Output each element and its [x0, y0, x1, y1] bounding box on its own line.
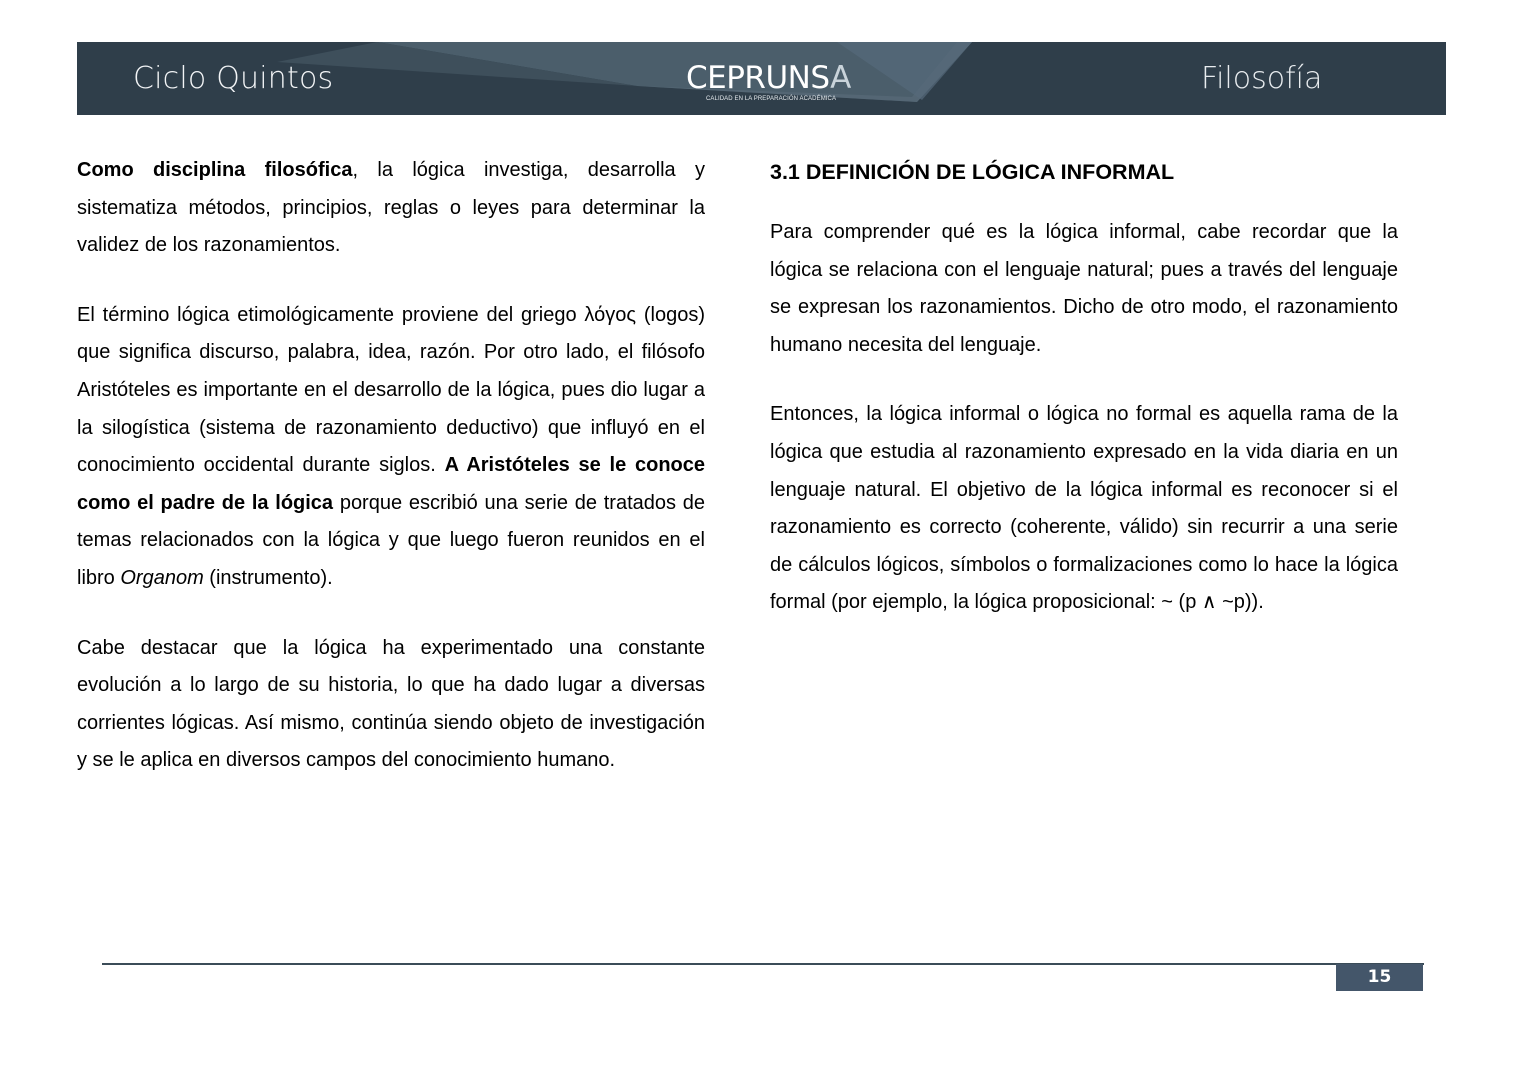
- right-column: [770, 152, 1398, 622]
- footer-divider: [102, 963, 1424, 965]
- paragraph-definicion: Entonces, la lógica informal o lógica no formal es aquella rama de la lógica que estudia al razonamiento expresado en la vida diaria en un lenguaje natural. El objetivo de la lógica informal es reconocer si el razonamiento es correcto (coherente, válido) sin recurrir a una serie de cálculos lógicos, símbolos o formalizaciones como lo hace la lógica formal (por ejemplo, la lógica proposicional: ~ (p ∧ ~p)).: [770, 403, 1398, 614]
- ceprunsa-logo: [686, 60, 856, 106]
- logo-tagline: CALIDAD EN LA PREPARACIÓN ACADÉMICA: [706, 96, 837, 102]
- bold-statement: A Aristóteles se le conoce como el padre de la lógica: [77, 454, 705, 514]
- paragraph-text: , la lógica investiga, desarrolla y sistematiza métodos, principios, reglas o leyes para determinar la validez de los razonamientos.: [77, 159, 706, 257]
- paragraph-comprender: Para comprender qué es la lógica informal, cabe recordar que la lógica se relaciona con el lenguaje natural; pues a través del lenguaje se expresan los razonamientos. Dicho de otro modo, el razonamiento humano necesita del lenguaje.: [770, 221, 1398, 356]
- bold-lead: Como disciplina filosófica: [77, 159, 353, 181]
- paragraph-text: (instrumento).: [203, 566, 333, 589]
- logo-wordmark: [686, 60, 851, 96]
- logo-wordmark-main: CEPRUNS: [686, 60, 831, 96]
- left-column: [77, 152, 705, 780]
- subject-title: Filosofía: [1201, 61, 1323, 96]
- paragraph-text: porque escribió una serie de tratados de temas relacionados con la lógica y que luego fueron reunidos en el libro: [77, 491, 705, 589]
- section-heading: 3.1 DEFINICIÓN DE LÓGICA INFORMAL: [770, 160, 1175, 184]
- paragraph-disciplina: [77, 152, 705, 265]
- page-header: [77, 42, 1446, 115]
- paragraph-etimologia: [77, 297, 705, 598]
- paragraph-evolucion: Cabe destacar que la lógica ha experimentado una constante evolución a lo largo de su historia, lo que ha dado lugar a diversas corrientes lógicas. Así mismo, continúa siendo objeto de investigación y se le aplica en diversos campos del conocimiento humano.: [77, 636, 705, 772]
- book-title: Organom: [120, 566, 204, 589]
- course-cycle-title: Ciclo Quintos: [133, 61, 334, 96]
- paragraph-text: El término lógica etimológicamente proviene del griego λόγος (logos) que significa discurso, palabra, idea, razón. Por otro lado, el filósofo Aristóteles es importante en el desarrollo de la lógica, pues dio lugar a la silogística (sistema de razonamiento deductivo) que influyó en el conocimiento occidental durante siglos.: [77, 303, 705, 477]
- logo-wordmark-accent: A: [830, 60, 851, 96]
- page-number-badge: 15: [1336, 964, 1423, 991]
